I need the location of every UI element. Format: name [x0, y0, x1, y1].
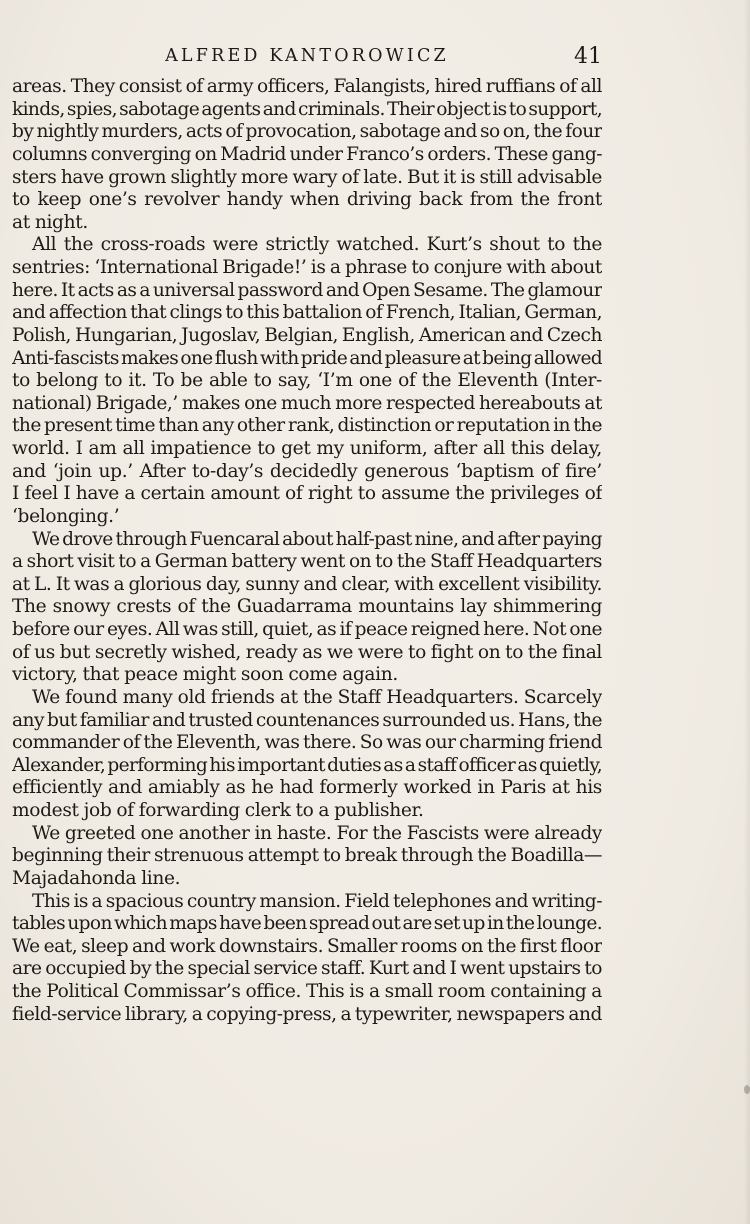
text-line: sentries: ‘International Brigade!’ is a phrase to conjure with about [12, 257, 602, 278]
paragraph [12, 529, 602, 687]
text-line: at night. [12, 211, 88, 233]
text-line: the present time than any other rank, distinction or reputation in the [12, 415, 602, 437]
text-line: and affection that clings to this battalion of French, Italian, German, [12, 302, 602, 324]
text-line: world. I am all impatience to get my uniform, after all this delay, [12, 438, 602, 459]
text-line: modest job of forwarding clerk to a publisher. [12, 800, 424, 821]
text-line: This is a spacious country mansion. Field telephones and writing- [32, 890, 602, 912]
running-head [12, 44, 602, 72]
text-line: are occupied by the special service staff. Kurt and I went upstairs to [12, 958, 602, 980]
text-line: columns converging on Madrid under Franco’s orders. These gang- [12, 143, 602, 165]
page-edge-shadow [744, 0, 750, 1224]
text-line: Anti-fascists makes one flush with pride and pleasure at being allowed [12, 347, 602, 369]
text-line: ‘belonging.’ [12, 505, 120, 527]
text-line: any but familiar and trusted countenances surrounded us. Hans, the [12, 709, 602, 731]
text-line: and ‘join up.’ After to-day’s decidedly generous ‘baptism of fire’ [12, 460, 602, 482]
paragraph [12, 687, 602, 823]
text-line: beginning their strenuous attempt to break through the Boadilla— [12, 845, 602, 867]
paragraph [12, 76, 602, 234]
text-line: by nightly murders, acts of provocation, sabotage and so on, the four [12, 121, 602, 143]
text-line: kinds, spies, sabotage agents and criminals. Their object is to support, [12, 98, 602, 120]
text-line: We greeted one another in haste. For the Fascists were already [32, 822, 602, 844]
text-line: to keep one’s revolver handy when driving back from the front [12, 189, 602, 211]
text-line: a short visit to a German battery went on to the Staff Headquarters [12, 551, 602, 573]
page-number: 41 [574, 44, 602, 69]
text-line: commander of the Eleventh, was there. So was our charming friend [12, 732, 602, 754]
text-line: here. It acts as a universal password and Open Sesame. The glamour [12, 279, 602, 301]
text-line: Majadahonda line. [12, 867, 181, 889]
text-line: to belong to it. To be able to say, ‘I’m one of the Eleventh (Inter- [12, 370, 602, 392]
text-line: field-service library, a copying-press, a typewriter, newspapers and [12, 1003, 602, 1025]
text-line: Polish, Hungarian, Jugoslav, Belgian, English, American and Czech [12, 324, 602, 346]
running-title: ALFRED KANTOROWICZ [165, 46, 449, 66]
body-text [12, 76, 602, 1026]
text-line: All the cross-roads were strictly watched. Kurt’s shout to the [32, 234, 602, 256]
text-line: victory, that peace might soon come again. [12, 664, 398, 686]
text-line: of us but secretly wished, ready as we were to fight on to the final [12, 641, 602, 663]
text-line: before our eyes. All was still, quiet, as if peace reigned here. Not one [12, 619, 602, 640]
paragraph [12, 891, 602, 1027]
text-line: We found many old friends at the Staff Headquarters. Scarcely [32, 686, 602, 708]
paragraph [12, 823, 602, 891]
text-line: the Political Commissar’s office. This is a small room containing a [12, 981, 602, 1002]
text-line: We eat, sleep and work downstairs. Smaller rooms on the first floor [12, 935, 602, 957]
text-line: I feel I have a certain amount of right to assume the privileges of [12, 483, 602, 505]
text-line: tables upon which maps have been spread out are set up in the lounge. [12, 913, 602, 935]
paragraph [12, 234, 602, 528]
text-line: areas. They consist of army officers, Falangists, hired ruffians of all [12, 76, 602, 97]
text-line: The snowy crests of the Guadarrama mountains lay shimmering [12, 596, 602, 618]
text-line: at L. It was a glorious day, sunny and clear, with excellent visibility. [12, 573, 602, 595]
text-line: Alexander, performing his important duties as a staff officer as quietly, [12, 754, 602, 776]
text-line: national) Brigade,’ makes one much more respected hereabouts at [12, 392, 602, 414]
text-line: We drove through Fuencaral about half-past nine, and after paying [32, 528, 602, 550]
text-line: efficiently and amiably as he had formerly worked in Paris at his [12, 777, 602, 799]
paper-spot [744, 1085, 750, 1094]
text-line: sters have grown slightly more wary of late. But it is still advisable [12, 166, 602, 188]
